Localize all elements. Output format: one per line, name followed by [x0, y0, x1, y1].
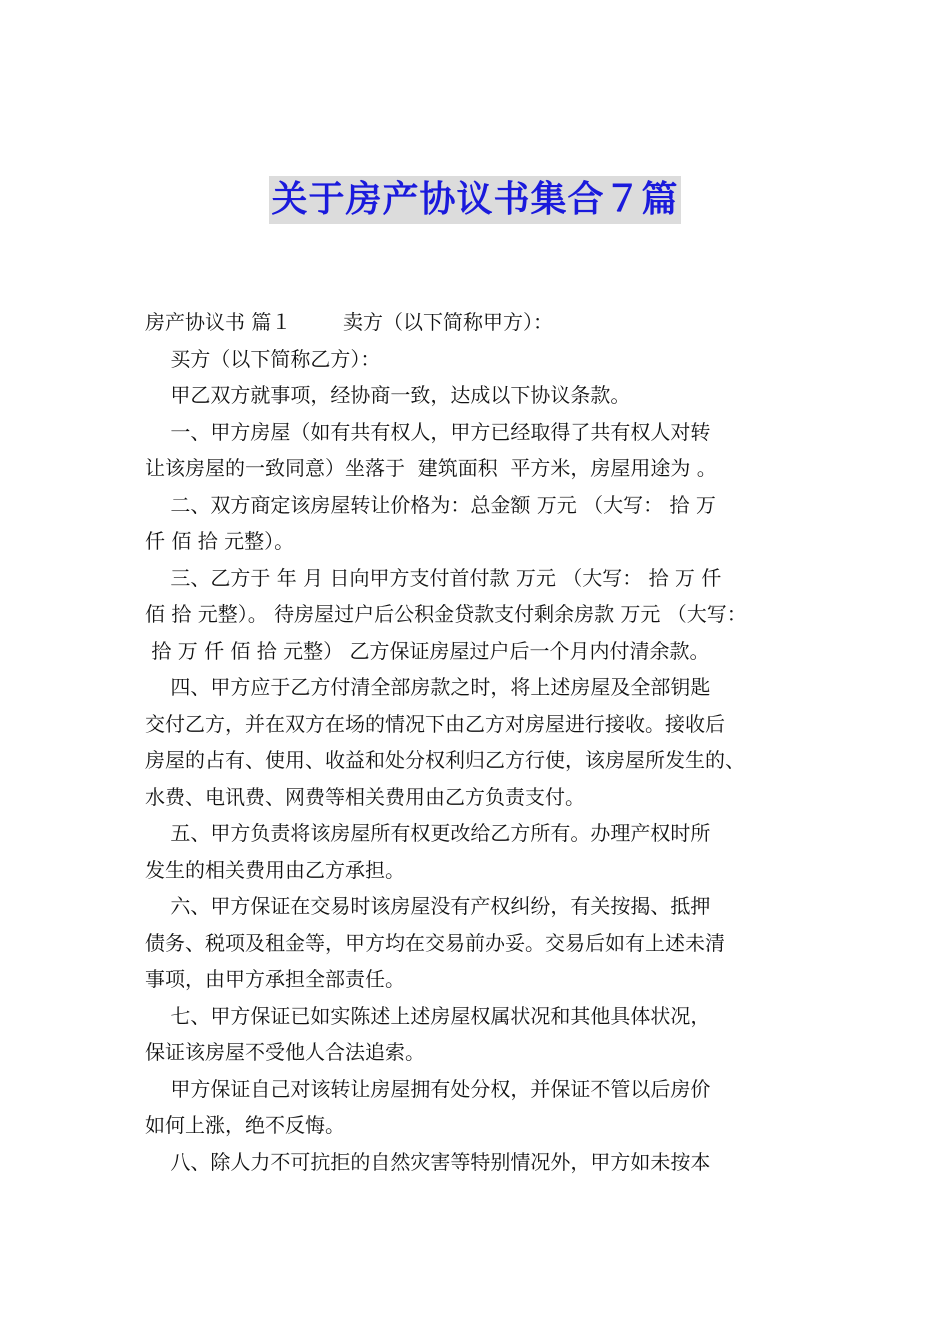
- text-line: 保证该房屋不受他人合法追索。: [145, 1040, 425, 1064]
- text-line: 三、乙方于 年 月 日向甲方支付首付款 万元 （大写： 拾 万 仟: [145, 565, 722, 590]
- text-line: 八、除人力不可抗拒的自然灾害等特别情况外，甲方如未按本: [145, 1149, 711, 1174]
- first-line: [145, 304, 807, 341]
- text-line: 七、甲方保证已如实陈述上述房屋权属状况和其他具体状况，: [145, 1003, 711, 1028]
- text-line: 交付乙方，并在双方在场的情况下由乙方对房屋进行接收。接收后: [145, 711, 725, 736]
- text-line: 六、甲方保证在交易时该房屋没有产权纠纷，有关按揭、抵押: [145, 894, 711, 918]
- text-line: 房屋的占有、使用、收益和处分权利归乙方行使，该房屋所发生的、: [145, 748, 745, 772]
- section-label: 房产协议书 篇１: [145, 310, 292, 334]
- text-line: 事项，由甲方承担全部责任。: [145, 967, 405, 991]
- text-line: 让该房屋的一致同意）坐落于 建筑面积 平方米，房屋用途为 。: [145, 456, 717, 480]
- title-block: [0, 176, 950, 224]
- first-line-text: 卖方（以下简称甲方）：: [343, 310, 553, 334]
- text-line: 仟 佰 拾 元整）。: [145, 529, 295, 553]
- text-line: 四、甲方应于乙方付清全部房款之时，将上述房屋及全部钥匙: [145, 675, 711, 699]
- text-line: 一、甲方房屋（如有共有权人，甲方已经取得了共有权人对转: [145, 419, 711, 444]
- text-line: 甲乙双方就事项，经协商一致，达成以下协议条款。: [145, 383, 631, 407]
- text-line: 水费、电讯费、网费等相关费用由乙方负责支付。: [145, 784, 585, 809]
- text-line: 如何上涨，绝不反悔。: [145, 1113, 345, 1137]
- text-line: 债务、税项及租金等，甲方均在交易前办妥。交易后如有上述未清: [145, 930, 725, 955]
- document-body: [145, 304, 807, 1180]
- text-line: 买方（以下简称乙方）：: [145, 346, 381, 371]
- text-line: 发生的相关费用由乙方承担。: [145, 857, 405, 882]
- text-line: 甲方保证自己对该转让房屋拥有处分权，并保证不管以后房价: [145, 1076, 711, 1101]
- text-line: 五、甲方负责将该房屋所有权更改给乙方所有。办理产权时所: [145, 821, 711, 845]
- text-line: 佰 拾 元整）。 待房屋过户后公积金贷款支付剩余房款 万元 （大写：: [145, 602, 747, 626]
- document-title: 关于房产协议书集合７篇: [269, 176, 680, 224]
- text-line: 二、双方商定该房屋转让价格为：总金额 万元 （大写： 拾 万: [145, 492, 716, 517]
- text-line: 拾 万 仟 佰 拾 元整） 乙方保证房屋过户后一个月内付清余款。: [145, 638, 710, 663]
